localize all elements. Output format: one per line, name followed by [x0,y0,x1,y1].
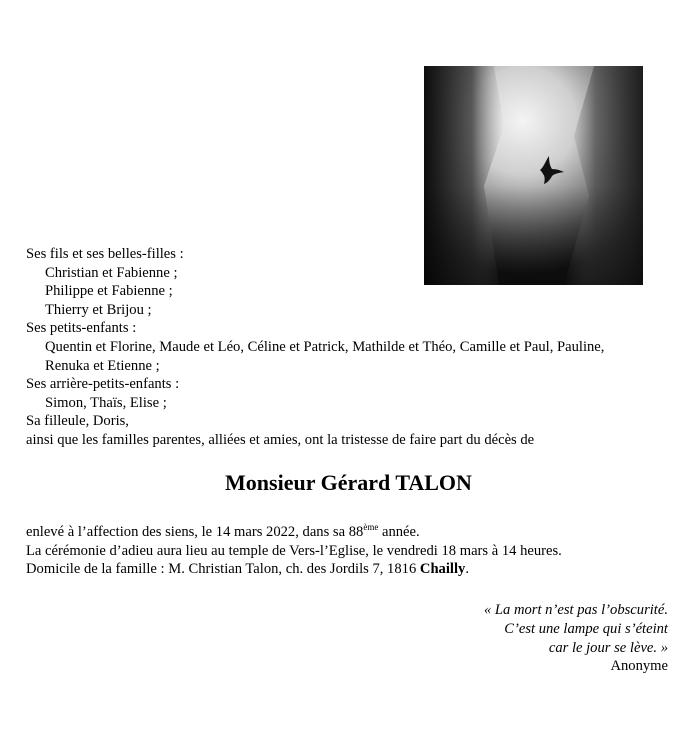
quote-author: Anonyme [610,658,668,675]
ceremony-info: La cérémonie d’adieu aura lieu au temple de Vers-l’Eglise, le vendredi 18 mars à 14 heures. [26,542,562,559]
grandchildren-list-cont: Renuka et Etienne ; [45,357,160,374]
address-end: . [465,561,469,578]
quote-line: C’est une lampe qui s’éteint [504,620,668,637]
grandchildren-list: Quentin et Florine, Maude et Léo, Céline et Patrick, Mathilde et Théo, Camille et Paul, Pauline, [45,338,605,355]
deceased-name: Monsieur Gérard TALON [225,470,472,495]
address-text: Domicile de la famille : M. Christian Talon, ch. des Jordils 7, 1816 [26,561,420,578]
family-list [26,245,604,450]
death-notice-text: enlevé à l’affection des siens, le 14 mars 2022, dans sa 88 [26,524,364,540]
son-entry: Christian et Fabienne ; [45,264,178,281]
sons-heading: Ses fils et ses belles-filles : [26,246,184,262]
details-block [26,523,562,579]
goddaughter: Sa filleule, Doris, [26,413,129,430]
quote-line: « La mort n’est pas l’obscurité. [483,602,668,618]
death-notice [26,523,562,542]
grandchildren-heading: Ses petits-enfants : [26,320,137,337]
son-entry: Thierry et Brijou ; [45,301,152,318]
ordinal-suffix: ème [363,522,379,532]
closing-quote [484,601,668,676]
family-address [26,560,562,579]
son-entry: Philippe et Fabienne ; [45,283,173,300]
quote-line: car le jour se lève. » [548,639,668,656]
address-town: Chailly [419,561,466,578]
great-grandchildren-heading: Ses arrière-petits-enfants : [26,376,180,393]
great-grandchildren-list: Simon, Thaïs, Elise ; [45,394,167,411]
announcement-closing: ainsi que les familles parentes, alliées et amies, ont la tristesse de faire part du décès de [26,431,535,448]
death-notice-end: année. [378,524,420,540]
